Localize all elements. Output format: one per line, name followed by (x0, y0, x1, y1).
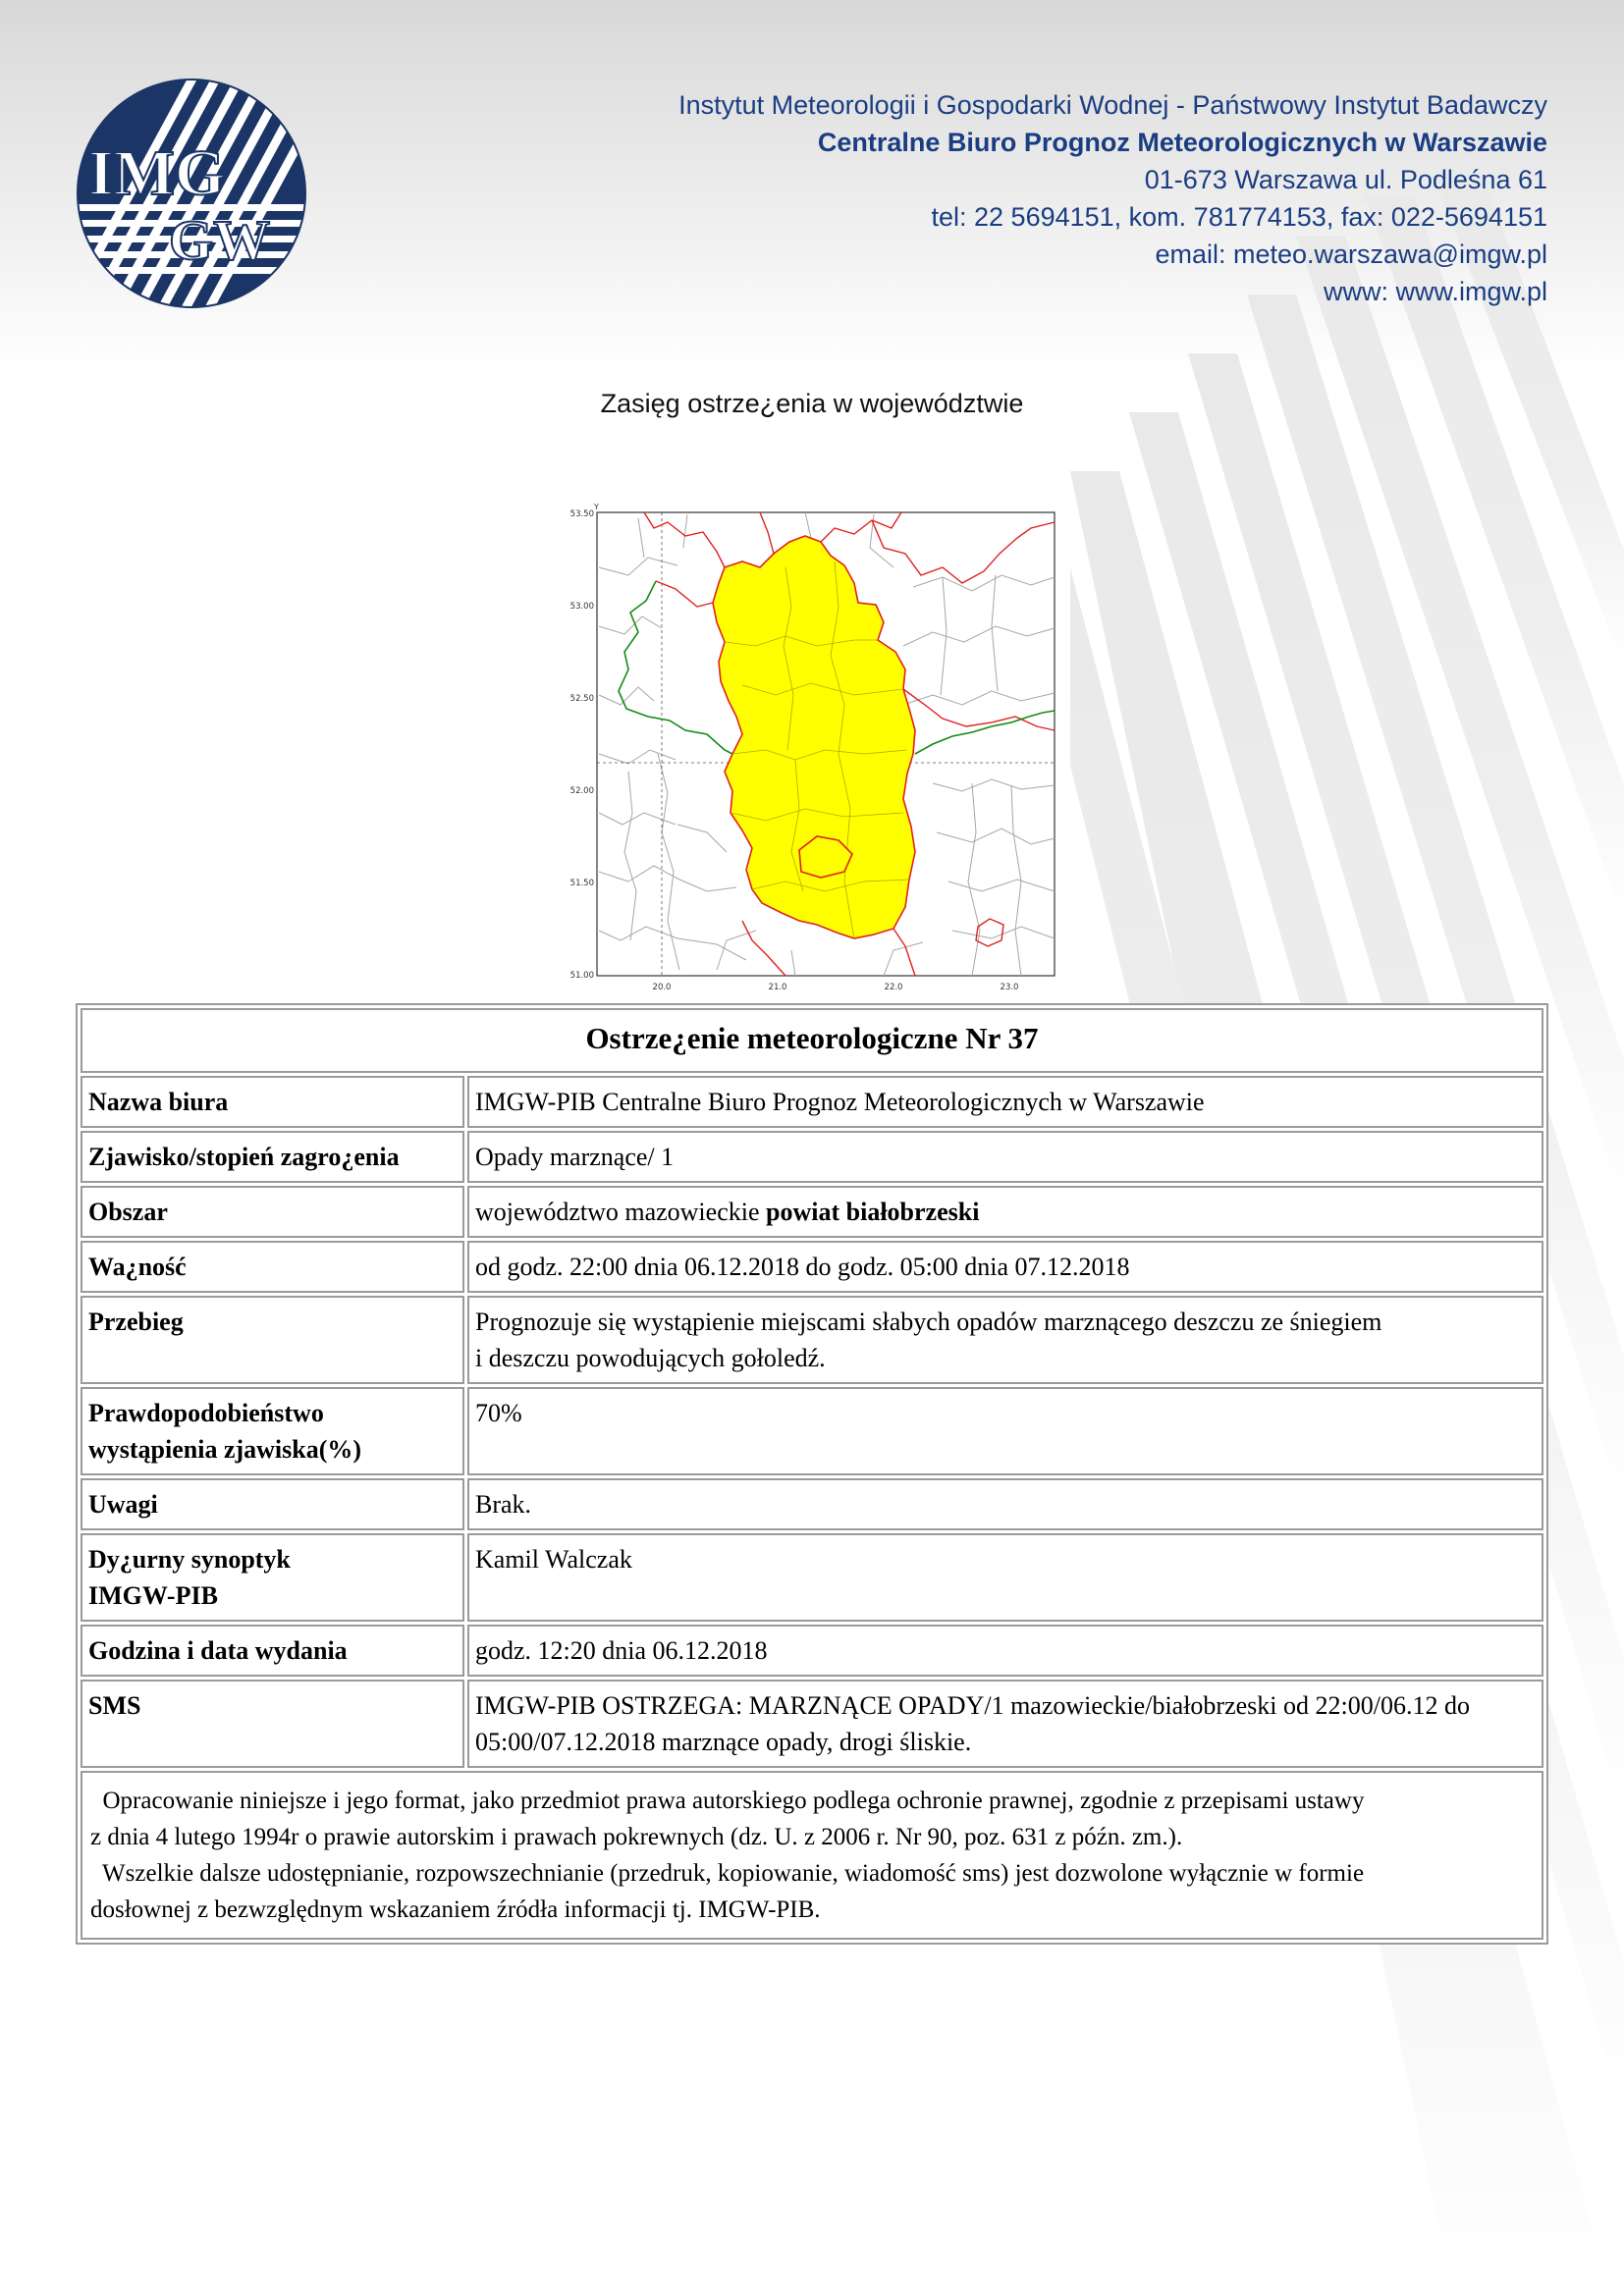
value-validity: od godz. 22:00 dnia 06.12.2018 do godz. 05:00 dnia 07.12.2018 (467, 1241, 1543, 1293)
value-phenomenon: Opady marznące/ 1 (467, 1131, 1543, 1183)
label-forecaster-line1: Dy¿urny synoptyk (88, 1545, 291, 1574)
value-issued: godz. 12:20 dnia 06.12.2018 (467, 1625, 1543, 1677)
map-y-tick: 51.50 (569, 879, 594, 888)
logo-text-top: IMG (88, 137, 226, 209)
row-phenomenon (81, 1131, 1543, 1183)
value-sms: IMGW-PIB OSTRZEGA: MARZNĄCE OPADY/1 mazowieckie/białobrzeski od 22:00/06.12 do 05:00/07.12.2018 marznące opady, drogi śliskie. (467, 1680, 1543, 1768)
value-area-province: województwo mazowieckie (475, 1198, 767, 1226)
label-probability (81, 1387, 464, 1475)
label-validity: Wa¿ność (81, 1241, 464, 1293)
warning-table (76, 1003, 1548, 1945)
header-address (566, 86, 1547, 310)
map-x-tick: 21.0 (768, 983, 787, 992)
value-area-county: powiat białobrzeski (766, 1198, 980, 1226)
row-notice (81, 1771, 1543, 1940)
map-y-tick: 53.00 (569, 602, 594, 612)
copyright-notice (81, 1771, 1543, 1940)
label-remarks: Uwagi (81, 1478, 464, 1530)
label-office: Nazwa biura (81, 1076, 464, 1128)
row-issued (81, 1625, 1543, 1677)
phone-line: tel: 22 5694151, kom. 781774153, fax: 022-5694151 (931, 202, 1547, 232)
label-area: Obszar (81, 1186, 464, 1238)
email-line[interactable]: email: meteo.warszawa@imgw.pl (1155, 240, 1547, 269)
value-course-line2: i deszczu powodujących gołoledź. (475, 1344, 826, 1372)
map-x-tick: 22.0 (884, 983, 903, 992)
map-x-tick: 23.0 (1000, 983, 1019, 992)
value-course (467, 1296, 1543, 1384)
label-forecaster (81, 1533, 464, 1622)
value-office: IMGW-PIB Centralne Biuro Prognoz Meteorologicznych w Warszawie (467, 1076, 1543, 1128)
label-course: Przebieg (81, 1296, 464, 1384)
row-remarks (81, 1478, 1543, 1530)
www-line[interactable]: www: www.imgw.pl (1323, 277, 1547, 306)
notice-line3: Wszelkie dalsze udostępnianie, rozpowszechnianie (przedruk, kopiowanie, wiadomość sms) jest dozwolone wyłącznie w formie (90, 1860, 1365, 1887)
label-probability-line2: wystąpienia zjawiska(%) (88, 1435, 362, 1464)
notice-line1: Opracowanie niniejsze i jego format, jako przedmiot prawa autorskiego podlega ochronie prawnej, zgodnie z przepisami ustawy (90, 1788, 1365, 1814)
row-area (81, 1186, 1543, 1238)
warning-title: Ostrze¿enie meteorologiczne Nr 37 (81, 1008, 1543, 1073)
row-sms (81, 1680, 1543, 1768)
warning-map (560, 459, 1070, 1001)
bureau-name: Centralne Biuro Prognoz Meteorologicznych w Warszawie (817, 128, 1547, 157)
value-forecaster: Kamil Walczak (467, 1533, 1543, 1622)
map-y-tick: 52.00 (569, 786, 594, 796)
map-caption: Zasięg ostrze¿enia w województwie (600, 389, 1024, 418)
notice-line2: z dnia 4 lutego 1994r o prawie autorskim i prawach pokrewnych (dz. U. z 2006 r. Nr 90, poz. 631 z późn. zm.). (90, 1824, 1183, 1850)
institute-name: Instytut Meteorologii i Gospodarki Wodnej - Państwowy Instytut Badawczy (678, 90, 1547, 120)
row-office (81, 1076, 1543, 1128)
map-x-tick: 20.0 (652, 983, 672, 992)
label-probability-line1: Prawdopodobieństwo (88, 1399, 324, 1427)
logo-text-bottom: GW (169, 208, 271, 272)
row-course (81, 1296, 1543, 1384)
label-sms: SMS (81, 1680, 464, 1768)
map-y-tick: 51.00 (569, 971, 594, 981)
notice-line4: dosłownej z bezwzględnym wskazaniem źródła informacji tj. IMGW-PIB. (90, 1896, 821, 1923)
map-y-tick: 52.50 (569, 694, 594, 704)
value-remarks: Brak. (467, 1478, 1543, 1530)
map-y-axis-letter: Y (594, 503, 599, 511)
label-phenomenon: Zjawisko/stopień zagro¿enia (81, 1131, 464, 1183)
label-forecaster-line2: IMGW-PIB (88, 1581, 218, 1610)
label-issued: Godzina i data wydania (81, 1625, 464, 1677)
row-probability (81, 1387, 1543, 1475)
imgw-logo (75, 77, 308, 310)
row-validity (81, 1241, 1543, 1293)
map-y-tick: 53.50 (569, 509, 594, 519)
value-course-line1: Prognozuje się wystąpienie miejscami słabych opadów marznącego deszczu ze śniegiem (475, 1308, 1382, 1336)
value-probability: 70% (467, 1387, 1543, 1475)
row-forecaster (81, 1533, 1543, 1622)
postal-address: 01-673 Warszawa ul. Podleśna 61 (1144, 165, 1547, 194)
value-area (467, 1186, 1543, 1238)
